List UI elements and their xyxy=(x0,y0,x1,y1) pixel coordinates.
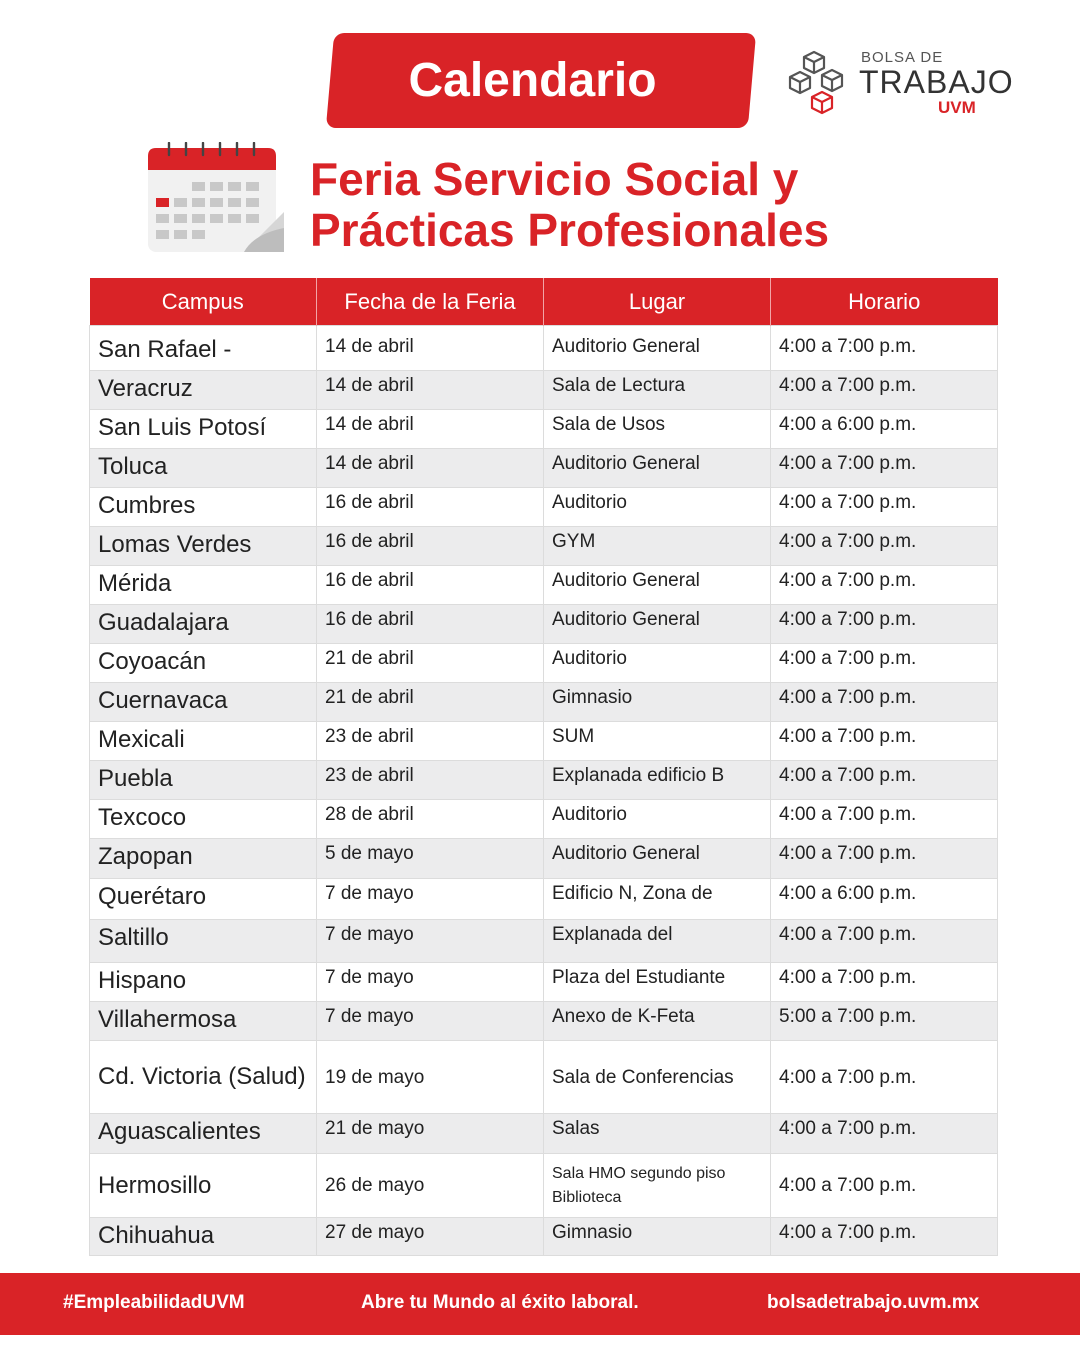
venue-cell: Auditorio xyxy=(544,644,771,683)
campus-cell: Aguascalientes xyxy=(90,1114,317,1154)
campus-cell: Zapopan xyxy=(90,839,317,879)
footer-slogan: Abre tu Mundo al éxito laboral. xyxy=(361,1292,639,1313)
time-cell: 4:00 a 7:00 p.m. xyxy=(771,761,998,800)
table-row xyxy=(90,1154,998,1218)
venue-cell: Gimnasio xyxy=(544,1218,771,1256)
date-cell: 16 de abril xyxy=(317,566,544,605)
calendar-icon xyxy=(146,142,286,261)
campus-cell: Toluca xyxy=(90,449,317,488)
venue-cell: GYM xyxy=(544,527,771,566)
venue-cell: Sala de Usos xyxy=(544,410,771,449)
column-header-campus: Campus xyxy=(90,278,317,326)
venue-cell: SUM xyxy=(544,722,771,761)
cubes-icon xyxy=(788,48,856,118)
campus-cell: Veracruz xyxy=(90,371,317,410)
venue-cell: Plaza del Estudiante xyxy=(544,963,771,1002)
date-cell: 16 de abril xyxy=(317,605,544,644)
campus-cell: Lomas Verdes xyxy=(90,527,317,566)
title-line-1: Feria Servicio Social y xyxy=(310,153,799,205)
campus-cell: Guadalajara xyxy=(90,605,317,644)
time-cell: 4:00 a 7:00 p.m. xyxy=(771,605,998,644)
fair-schedule-table xyxy=(89,278,998,1256)
campus-cell: Hispano xyxy=(90,963,317,1002)
time-cell: 4:00 a 6:00 p.m. xyxy=(771,410,998,449)
campus-cell: San Luis Potosí xyxy=(90,410,317,449)
table-row xyxy=(90,566,998,605)
table-row xyxy=(90,1002,998,1041)
campus-cell: Texcoco xyxy=(90,800,317,839)
campus-cell: Hermosillo xyxy=(90,1154,317,1218)
table-row xyxy=(90,527,998,566)
venue-cell: Sala HMO segundo piso Biblioteca xyxy=(544,1154,771,1218)
campus-cell: Chihuahua xyxy=(90,1218,317,1256)
time-cell: 4:00 a 7:00 p.m. xyxy=(771,722,998,761)
time-cell: 4:00 a 7:00 p.m. xyxy=(771,1154,998,1218)
campus-cell: Cumbres xyxy=(90,488,317,527)
date-cell: 14 de abril xyxy=(317,326,544,371)
time-cell: 4:00 a 7:00 p.m. xyxy=(771,800,998,839)
date-cell: 7 de mayo xyxy=(317,879,544,920)
campus-cell: Saltillo xyxy=(90,920,317,963)
date-cell: 27 de mayo xyxy=(317,1218,544,1256)
column-header-horario: Horario xyxy=(771,278,998,326)
time-cell: 4:00 a 7:00 p.m. xyxy=(771,449,998,488)
venue-cell: Auditorio xyxy=(544,488,771,527)
venue-cell: Explanada edificio B xyxy=(544,761,771,800)
table-row xyxy=(90,879,998,920)
time-cell: 4:00 a 7:00 p.m. xyxy=(771,1218,998,1256)
venue-cell: Edificio N, Zona de xyxy=(544,879,771,920)
date-cell: 26 de mayo xyxy=(317,1154,544,1218)
campus-cell: Villahermosa xyxy=(90,1002,317,1041)
table-row xyxy=(90,722,998,761)
date-cell: 21 de mayo xyxy=(317,1114,544,1154)
date-cell: 7 de mayo xyxy=(317,1002,544,1041)
table-row xyxy=(90,1218,998,1256)
table-row xyxy=(90,326,998,371)
banner-label: Calendario xyxy=(408,54,657,107)
time-cell: 4:00 a 7:00 p.m. xyxy=(771,527,998,566)
table-row xyxy=(90,1114,998,1154)
time-cell: 4:00 a 7:00 p.m. xyxy=(771,920,998,963)
table-row xyxy=(90,839,998,879)
venue-cell: Sala de Conferencias xyxy=(544,1041,771,1114)
date-cell: 21 de abril xyxy=(317,644,544,683)
date-cell: 7 de mayo xyxy=(317,963,544,1002)
campus-cell: Cd. Victoria (Salud) xyxy=(90,1041,317,1114)
title-line-2: Prácticas Profesionales xyxy=(310,204,830,256)
venue-cell: Auditorio General xyxy=(544,605,771,644)
column-header-lugar: Lugar xyxy=(544,278,771,326)
campus-cell: Mérida xyxy=(90,566,317,605)
bolsa-de-trabajo-logo xyxy=(788,46,1014,126)
date-cell: 16 de abril xyxy=(317,488,544,527)
venue-cell: Auditorio xyxy=(544,800,771,839)
campus-cell: Querétaro xyxy=(90,879,317,920)
table-row xyxy=(90,449,998,488)
time-cell: 4:00 a 7:00 p.m. xyxy=(771,963,998,1002)
date-cell: 21 de abril xyxy=(317,683,544,722)
table-row xyxy=(90,683,998,722)
table-row xyxy=(90,371,998,410)
table-row xyxy=(90,761,998,800)
time-cell: 4:00 a 7:00 p.m. xyxy=(771,683,998,722)
date-cell: 14 de abril xyxy=(317,371,544,410)
date-cell: 23 de abril xyxy=(317,761,544,800)
footer-hashtag: #EmpleabilidadUVM xyxy=(63,1292,245,1313)
campus-cell: Coyoacán xyxy=(90,644,317,683)
time-cell: 4:00 a 7:00 p.m. xyxy=(771,1041,998,1114)
campus-cell: Puebla xyxy=(90,761,317,800)
time-cell: 4:00 a 7:00 p.m. xyxy=(771,326,998,371)
footer-website-link[interactable]: bolsadetrabajo.uvm.mx xyxy=(767,1292,980,1313)
venue-cell: Auditorio General xyxy=(544,566,771,605)
table-row xyxy=(90,605,998,644)
logo-text-bolsa: BOLSA DE xyxy=(861,49,944,66)
table-header-row xyxy=(90,278,998,326)
table-row xyxy=(90,1041,998,1114)
time-cell: 4:00 a 7:00 p.m. xyxy=(771,566,998,605)
table-row xyxy=(90,644,998,683)
date-cell: 14 de abril xyxy=(317,449,544,488)
time-cell: 4:00 a 7:00 p.m. xyxy=(771,371,998,410)
date-cell: 14 de abril xyxy=(317,410,544,449)
venue-cell: Auditorio General xyxy=(544,326,771,371)
date-cell: 23 de abril xyxy=(317,722,544,761)
table-row xyxy=(90,800,998,839)
date-cell: 7 de mayo xyxy=(317,920,544,963)
column-header-fecha: Fecha de la Feria xyxy=(317,278,544,326)
campus-cell: San Rafael - xyxy=(90,326,317,371)
venue-cell: Gimnasio xyxy=(544,683,771,722)
venue-cell: Auditorio General xyxy=(544,839,771,879)
page-title xyxy=(310,154,829,256)
date-cell: 5 de mayo xyxy=(317,839,544,879)
date-cell: 19 de mayo xyxy=(317,1041,544,1114)
time-cell: 4:00 a 7:00 p.m. xyxy=(771,1114,998,1154)
time-cell: 5:00 a 7:00 p.m. xyxy=(771,1002,998,1041)
table-row xyxy=(90,488,998,527)
time-cell: 4:00 a 7:00 p.m. xyxy=(771,644,998,683)
venue-cell: Sala de Lectura xyxy=(544,371,771,410)
venue-cell: Salas xyxy=(544,1114,771,1154)
venue-cell: Anexo de K-Feta xyxy=(544,1002,771,1041)
venue-cell: Auditorio General xyxy=(544,449,771,488)
table-row xyxy=(90,963,998,1002)
venue-cell: Explanada del xyxy=(544,920,771,963)
campus-cell: Cuernavaca xyxy=(90,683,317,722)
table-row xyxy=(90,410,998,449)
time-cell: 4:00 a 7:00 p.m. xyxy=(771,488,998,527)
logo-text-trabajo: TRABAJO xyxy=(859,64,1014,100)
date-cell: 16 de abril xyxy=(317,527,544,566)
footer-bar xyxy=(0,1273,1080,1335)
logo-text-uvm: UVM xyxy=(938,98,976,117)
time-cell: 4:00 a 7:00 p.m. xyxy=(771,839,998,879)
date-cell: 28 de abril xyxy=(317,800,544,839)
table-row xyxy=(90,920,998,963)
time-cell: 4:00 a 6:00 p.m. xyxy=(771,879,998,920)
campus-cell: Mexicali xyxy=(90,722,317,761)
